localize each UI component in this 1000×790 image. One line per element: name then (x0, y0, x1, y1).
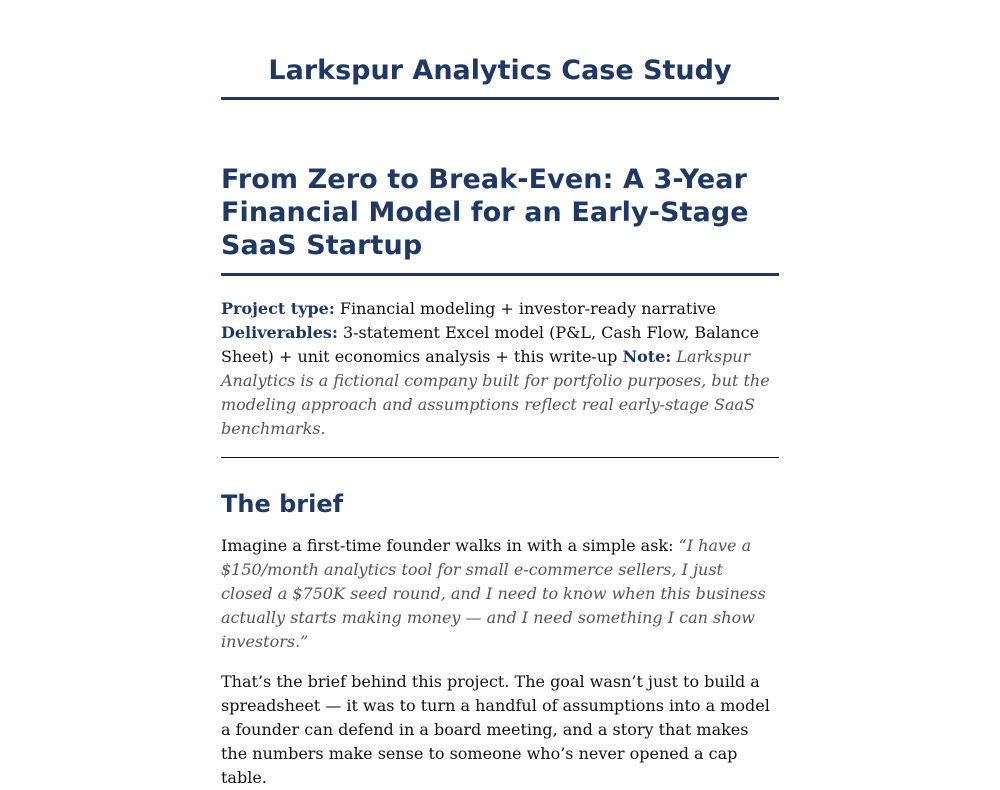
brief-intro: Imagine a first-time founder walks in with a simple ask: (221, 536, 674, 555)
note-label: Note: (622, 347, 672, 366)
meta-divider (221, 457, 779, 458)
project-meta (221, 297, 779, 441)
site-header (221, 0, 779, 86)
header-divider (221, 97, 779, 100)
site-title: Larkspur Analytics Case Study (268, 55, 732, 86)
article-title: From Zero to Break-Even: A 3-Year Financial Model for an Early-Stage SaaS Startup (221, 164, 749, 261)
deliverables-value: 3-statement Excel model (P&L, Cash Flow, Balance Sheet) + unit economics analysis + this write-up (221, 323, 760, 366)
project-type-value: Financial modeling + investor-ready narrative (339, 299, 716, 318)
brief-paragraph-2: That’s the brief behind this project. The goal wasn’t just to build a spreadsheet — it was to turn a handful of assumptions into a model a founder can defend in a board meeting, and a story that makes the numbers make sense to someone who’s never opened a cap table. (221, 672, 770, 787)
brief-intro-paragraph (221, 534, 779, 654)
deliverables-label: Deliverables: (221, 323, 338, 342)
founder-quote: “I have a $150/month analytics tool for small e-commerce sellers, I just closed a $750K seed round, and I need to know when this business actually starts making money — and I need something I can show investors.” (221, 536, 766, 651)
case-study-page (221, 0, 779, 790)
project-type-label: Project type: (221, 299, 335, 318)
note-value: Larkspur Analytics is a fictional company built for portfolio purposes, but the modeling approach and assumptions reflect real early-stage SaaS benchmarks. (221, 347, 770, 438)
title-divider (221, 273, 779, 276)
brief-heading: The brief (221, 490, 344, 518)
